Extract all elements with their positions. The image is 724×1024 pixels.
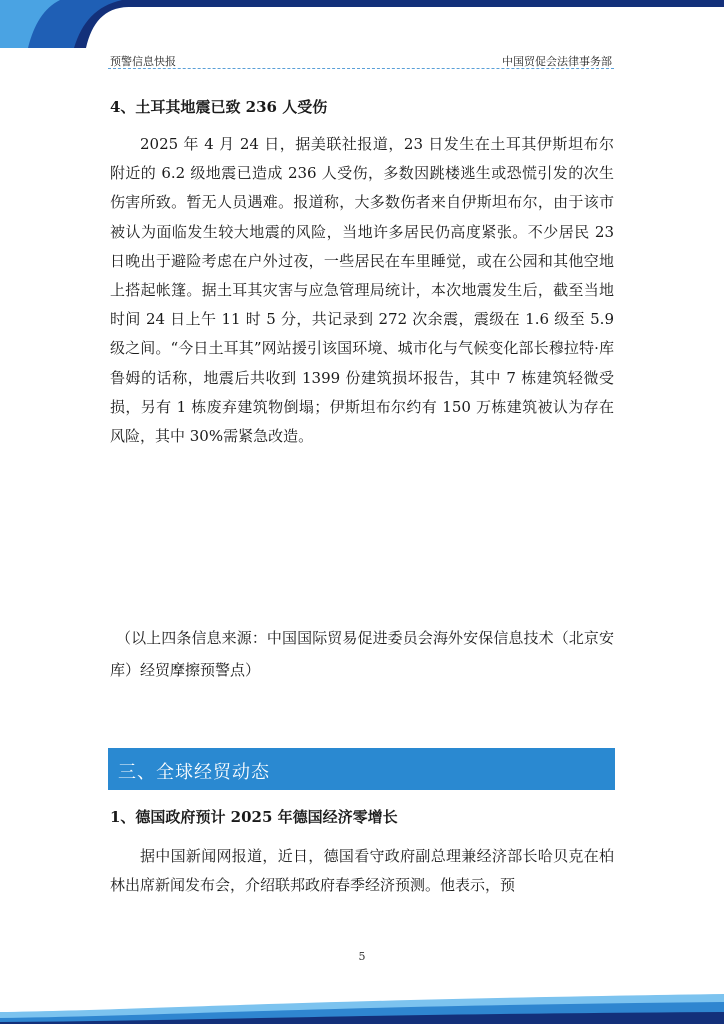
- source-note: （以上四条信息来源：中国国际贸易促进委员会海外安保信息技术（北京安库）经贸摩擦预警点）: [110, 629, 614, 679]
- item4-body: 2025 年 4 月 24 日，据美联社报道，23 日发生在土耳其伊斯坦布尔附近的 6.2 级地震已造成 236 人受伤，多数因跳楼逃生或恐慌引发的次生伤害所致。暂无人员遇难。报道称，大多数伤者来自伊斯坦布尔，由于该市被认为面临发生较大地震的风险，当地许多居民仍高度紧张。不少居民 23 日晚出于避险考虑在户外过夜，一些居民在车里睡觉，或在公园和其他空地上搭起帐篷。据土耳其灾害与应急管理局统计，本次地震发生后，截至当地时间 24 日上午 11 时 5 分，共记录到 272 次余震，震级在 1.6 级至 5.9 级之间。“今日土耳其”网站援引该国环境、城市化与气候变化部长穆拉特·库鲁姆的话称，地震后共收到 1399 份建筑损坏报告，其中 7 栋建筑轻微受损，另有 1 栋废弃建筑物倒塌；伊斯坦布尔约有 150 万栋建筑被认为存在风险，其中 30%需紧急改造。: [110, 135, 614, 446]
- header-right-title: 中国贸促会法律事务部: [502, 55, 612, 68]
- item1-heading: 1、德国政府预计 2025 年德国经济零增长: [110, 808, 398, 826]
- header-left-title: 预警信息快报: [110, 55, 176, 68]
- item1-body: 据中国新闻网报道，近日，德国看守政府副总理兼经济部长哈贝克在柏林出席新闻发布会，介绍联邦政府春季经济预测。他表示，预: [110, 847, 614, 895]
- item4-heading: 4、土耳其地震已致 236 人受伤: [110, 98, 328, 116]
- bottom-decoration: [0, 990, 724, 1024]
- section-title: 三、全球经贸动态: [118, 762, 270, 783]
- top-decoration: [0, 0, 724, 48]
- page-number: 5: [358, 950, 366, 963]
- header-divider: [108, 68, 614, 69]
- section-header-bar: [108, 748, 615, 790]
